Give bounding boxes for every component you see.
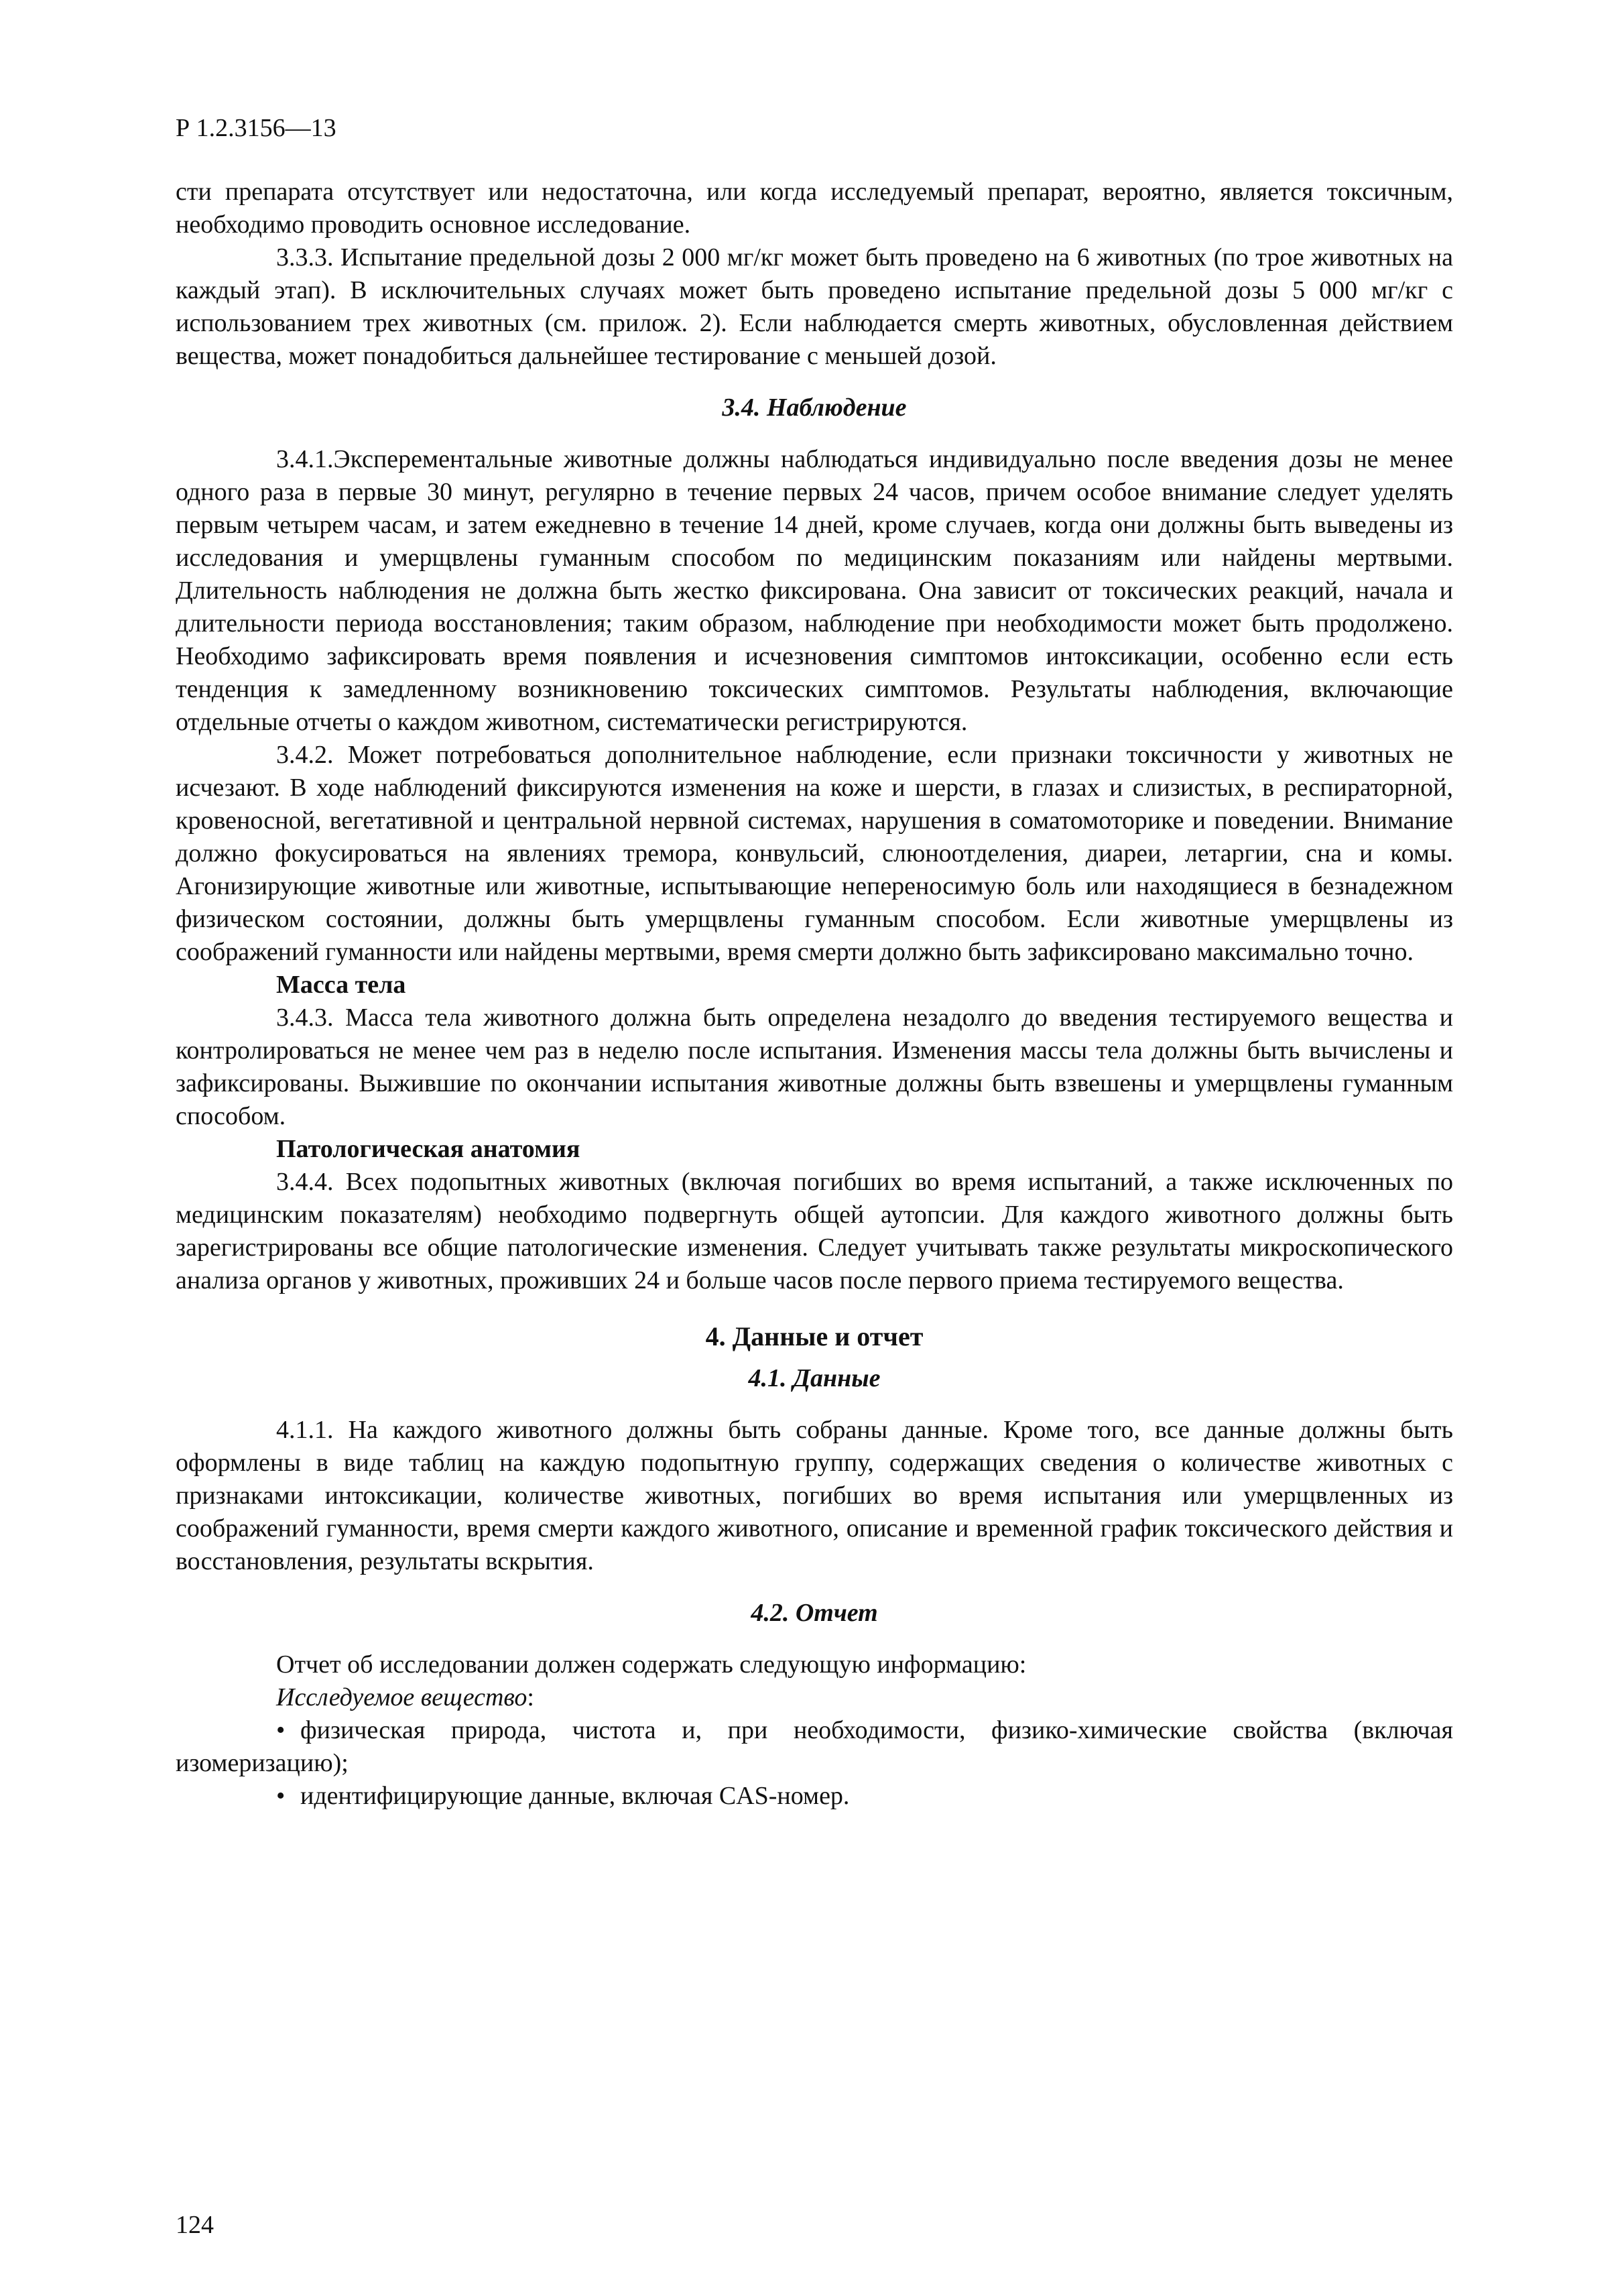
bullet-item (176, 1714, 1453, 1780)
bullet-text: физическая природа, чистота и, при необходимости, физико-химические свойства (включая изомеризацию); (176, 1716, 1453, 1777)
section-heading-3-4: 3.4. Наблюдение (722, 394, 907, 422)
bullet-text: идентифицирующие данные, включая CAS-номер. (300, 1782, 850, 1810)
subheading-pathology: Патологическая анатомия (276, 1135, 580, 1163)
paragraph-3-4-3: 3.4.3. Масса тела животного должна быть определена незадолго до введения тестируемого вещества и контролироваться не менее чем раз в неделю после испытания. Изменения массы тела должны быть вычислены и зафиксированы. Выжившие по окончании испытания животные должны быть взвешены и умерщвлены гуманным способом. (176, 1004, 1453, 1130)
paragraph-3-4-4: 3.4.4. Всех подопытных животных (включая погибших во время испытаний, а также исключенных по медицинским показателям) необходимо подвергнуть общей аутопсии. Для каждого животного должны быть зарегистрированы все общие патологические изменения. Следует учитывать также результаты микроскопического анализа органов у животных, проживших 24 и больше часов после первого приема тестируемого вещества. (176, 1168, 1453, 1294)
paragraph-4-1-1: 4.1.1. На каждого животного должны быть собраны данные. Кроме того, все данные должны быть оформлены в виде таблиц на каждую подопытную группу, содержащих сведения о количестве животных с признаками интоксикации, количестве животных, погибших во время испытания или умерщвленных из соображений гуманности, время смерти каждого животного, описание и временной график токсического действия и восстановления, результаты вскрытия. (176, 1416, 1453, 1575)
document-code: Р 1.2.3156—13 (176, 114, 336, 142)
bullet-item (176, 1780, 1453, 1813)
section-heading-4: 4. Данные и отчет (705, 1321, 924, 1351)
label-substance (176, 1681, 1453, 1714)
paragraph-3-4-1: 3.4.1.Эксперементальные животные должны наблюдаться индивидуально после введения дозы не менее одного раза в первые 30 минут, регулярно в течение первых 24 часов, причем особое внимание следует уделять первым четырем часам, и затем ежедневно в течение 14 дней, кроме случаев, когда они должны быть выведены из исследования и умерщвлены гуманным способом по медицинским показаниям или найдены мертвыми. Длительность наблюдения не должна быть жестко фиксирована. Она зависит от токсических реакций, начала и длительности периода восстановления; таким образом, наблюдение при необходимости может быть продолжено. Необходимо зафиксировать время появления и исчезновения симптомов интоксикации, особенно если есть тенденция к замедленному возникновению токсических симптомов. Результаты наблюдения, включающие отдельные отчеты о каждом животном, систематически регистрируются. (176, 445, 1453, 736)
paragraph-intro: сти препарата отсутствует или недостаточна, или когда исследуемый препарат, вероятно, является токсичным, необходимо проводить основное исследование. (176, 178, 1453, 239)
label-substance-text: Исследуемое вещество (276, 1683, 527, 1711)
section-heading-4-2: 4.2. Отчет (751, 1599, 878, 1627)
paragraph-report-intro: Отчет об исследовании должен содержать следующую информацию: (276, 1650, 1027, 1679)
page-number: 124 (176, 2211, 214, 2239)
paragraph-3-3-3: 3.3.3. Испытание предельной дозы 2 000 мг/кг может быть проведено на 6 животных (по трое животных на каждый этап). В исключительных случаях может быть проведено испытание предельной дозы 5 000 мг/кг с использованием трех животных (см. прилож. 2). Если наблюдается смерть животных, обусловленная действием вещества, может понадобиться дальнейшее тестирование с меньшей дозой. (176, 243, 1453, 370)
bullet-glyph: • (276, 1716, 286, 1744)
bullet-glyph: • (276, 1782, 286, 1810)
label-substance-colon: : (527, 1683, 534, 1711)
paragraph-3-4-2: 3.4.2. Может потребоваться дополнительное наблюдение, если признаки токсичности у животных не исчезают. В ходе наблюдений фиксируются изменения на коже и шерсти, в глазах и слизистых, в респираторной, кровеносной, вегетативной и центральной нервной системах, нарушения в соматомоторике и поведении. Внимание должно фокусироваться на явлениях тремора, конвульсий, слюноотделения, диареи, летаргии, сна и комы. Агонизирующие животные или животные, испытывающие непереносимую боль или находящиеся в безнадежном физическом состоянии, должны быть умерщвлены гуманным способом. Если животные умерщвлены из соображений гуманности или найдены мертвыми, время смерти должно быть зафиксировано максимально точно. (176, 741, 1453, 966)
page-content (176, 176, 1453, 1813)
section-heading-4-1: 4.1. Данные (748, 1364, 881, 1392)
subheading-body-mass: Масса тела (276, 971, 406, 999)
